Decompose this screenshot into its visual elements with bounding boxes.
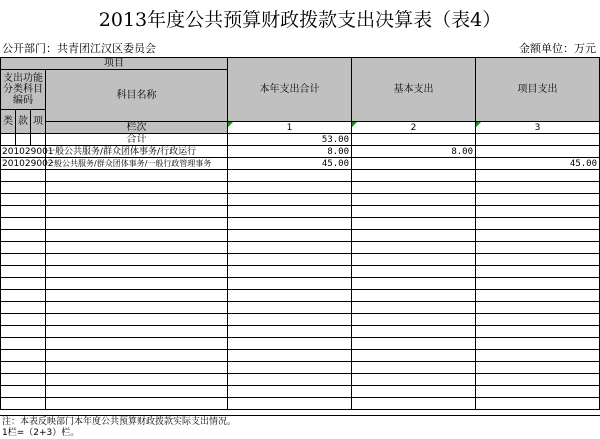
column-index-2: 2 (352, 122, 476, 134)
empty-cell (228, 218, 352, 230)
empty-row (1, 338, 600, 350)
empty-cell (228, 362, 352, 374)
empty-cell (1, 254, 46, 266)
empty-cell (46, 254, 228, 266)
empty-cell (228, 386, 352, 398)
empty-row (1, 230, 600, 242)
empty-cell (476, 206, 600, 218)
empty-row (1, 218, 600, 230)
empty-cell (476, 170, 600, 182)
empty-row (1, 350, 600, 362)
empty-cell (46, 314, 228, 326)
empty-cell (1, 290, 46, 302)
empty-cell (228, 194, 352, 206)
empty-cell (46, 182, 228, 194)
total-amount: 53.00 (228, 134, 352, 146)
header-function-code: 支出功能分类科目编码 (1, 70, 46, 110)
row-total: 8.00 (228, 146, 352, 158)
empty-cell (352, 266, 476, 278)
empty-cell (46, 350, 228, 362)
empty-row (1, 290, 600, 302)
empty-row (1, 278, 600, 290)
department-label: 公开部门：共青团江汉区委员会 (2, 42, 156, 55)
empty-cell (1, 230, 46, 242)
empty-row (1, 182, 600, 194)
table-row (1, 158, 600, 170)
empty-cell (476, 278, 600, 290)
empty-cell (46, 170, 228, 182)
empty-row (1, 206, 600, 218)
empty-cell (476, 194, 600, 206)
header-lei: 类 (1, 110, 16, 134)
empty-cell (46, 206, 228, 218)
empty-cell (228, 242, 352, 254)
empty-cell (228, 290, 352, 302)
header-column-index: 栏次 (46, 122, 228, 134)
empty-cell (46, 218, 228, 230)
header-project-expense: 项目支出 (476, 58, 600, 122)
empty-cell (476, 230, 600, 242)
empty-cell (46, 242, 228, 254)
empty-cell (228, 254, 352, 266)
empty-cell (1, 242, 46, 254)
footer-divider (0, 415, 600, 416)
empty-row (1, 254, 600, 266)
unit-label: 金额单位：万元 (519, 42, 596, 55)
empty-cell (46, 338, 228, 350)
empty-cell (1, 218, 46, 230)
empty-row (1, 194, 600, 206)
row-subject: 一般公共服务/群众团体事务/行政运行 (46, 146, 228, 158)
empty-row (1, 242, 600, 254)
empty-cell (476, 374, 600, 386)
empty-cell (476, 350, 600, 362)
total-label: 合计 (46, 134, 228, 146)
empty-cell (352, 338, 476, 350)
empty-cell (1, 338, 46, 350)
row-code: 201029002 (2, 158, 54, 169)
footer-formula: 1栏=（2+3）栏。 (2, 428, 80, 438)
empty-cell (476, 398, 600, 410)
header-project: 项目 (1, 58, 228, 70)
row-subject: 一般公共服务/群众团体事务/一般行政管理事务 (46, 158, 228, 170)
empty-cell (46, 374, 228, 386)
empty-cell (228, 326, 352, 338)
empty-cell (46, 398, 228, 410)
empty-cell (352, 350, 476, 362)
empty-cell (46, 326, 228, 338)
header-basic: 基本支出 (352, 58, 476, 122)
empty-cell (476, 218, 600, 230)
empty-cell (352, 374, 476, 386)
header-xiang: 项 (31, 110, 46, 134)
empty-cell (1, 266, 46, 278)
empty-cell (352, 398, 476, 410)
header-subject-name: 科目名称 (46, 70, 228, 122)
row-project (476, 146, 600, 158)
empty-row (1, 170, 600, 182)
empty-cell (476, 266, 600, 278)
empty-cell (228, 206, 352, 218)
empty-cell (352, 254, 476, 266)
empty-row (1, 302, 600, 314)
empty-cell (228, 182, 352, 194)
row-total: 45.00 (228, 158, 352, 170)
empty-cell (228, 338, 352, 350)
table-row (1, 146, 600, 158)
empty-cell (228, 302, 352, 314)
empty-cell (352, 362, 476, 374)
total-row (1, 134, 600, 146)
empty-cell (1, 362, 46, 374)
row-code: 201029001 (2, 146, 54, 157)
total-basic (352, 134, 476, 146)
empty-cell (352, 326, 476, 338)
empty-cell (228, 230, 352, 242)
empty-cell (46, 290, 228, 302)
empty-cell (1, 206, 46, 218)
empty-row (1, 326, 600, 338)
column-index-3: 3 (476, 122, 600, 134)
empty-cell (46, 266, 228, 278)
empty-cell (46, 278, 228, 290)
empty-cell (1, 314, 46, 326)
column-index-1: 1 (228, 122, 352, 134)
empty-cell (1, 398, 46, 410)
empty-cell (476, 302, 600, 314)
empty-cell (352, 242, 476, 254)
empty-cell (352, 314, 476, 326)
empty-row (1, 266, 600, 278)
empty-cell (228, 398, 352, 410)
header-total: 本年支出合计 (228, 58, 352, 122)
empty-row (1, 362, 600, 374)
empty-cell (476, 254, 600, 266)
empty-cell (1, 194, 46, 206)
empty-cell (352, 278, 476, 290)
empty-cell (1, 350, 46, 362)
empty-cell (1, 374, 46, 386)
empty-cell (228, 314, 352, 326)
empty-row (1, 314, 600, 326)
empty-cell (228, 266, 352, 278)
empty-cell (476, 362, 600, 374)
empty-cell (228, 374, 352, 386)
empty-cell (352, 230, 476, 242)
empty-cell (352, 302, 476, 314)
empty-cell (352, 218, 476, 230)
empty-cell (476, 386, 600, 398)
empty-cell (476, 290, 600, 302)
empty-row (1, 386, 600, 398)
empty-cell (1, 386, 46, 398)
empty-cell (476, 326, 600, 338)
empty-cell (228, 170, 352, 182)
row-basic: 8.00 (352, 146, 476, 158)
empty-cell (46, 362, 228, 374)
empty-cell (1, 326, 46, 338)
empty-cell (476, 314, 600, 326)
empty-cell (228, 278, 352, 290)
row-basic (352, 158, 476, 170)
empty-cell (46, 302, 228, 314)
empty-cell (228, 350, 352, 362)
total-project (476, 134, 600, 146)
header-kuan: 款 (16, 110, 31, 134)
empty-cell (1, 278, 46, 290)
empty-cell (352, 170, 476, 182)
empty-row (1, 374, 600, 386)
empty-cell (352, 290, 476, 302)
row-project: 45.00 (476, 158, 600, 170)
empty-cell (352, 194, 476, 206)
empty-cell (352, 386, 476, 398)
empty-cell (46, 194, 228, 206)
empty-cell (1, 302, 46, 314)
empty-cell (46, 230, 228, 242)
empty-cell (352, 206, 476, 218)
empty-rows (1, 170, 600, 410)
empty-cell (476, 338, 600, 350)
footer-note: 注：本表反映部门本年度公共预算财政拨款实际支出情况。 (2, 417, 237, 427)
empty-cell (352, 182, 476, 194)
empty-cell (46, 386, 228, 398)
empty-cell (1, 182, 46, 194)
empty-cell (476, 182, 600, 194)
empty-cell (1, 170, 46, 182)
empty-row (1, 398, 600, 410)
empty-cell (476, 242, 600, 254)
report-title: 2013年度公共预算财政拨款支出决算表（表4） (98, 9, 502, 31)
expenditure-table (0, 57, 600, 410)
